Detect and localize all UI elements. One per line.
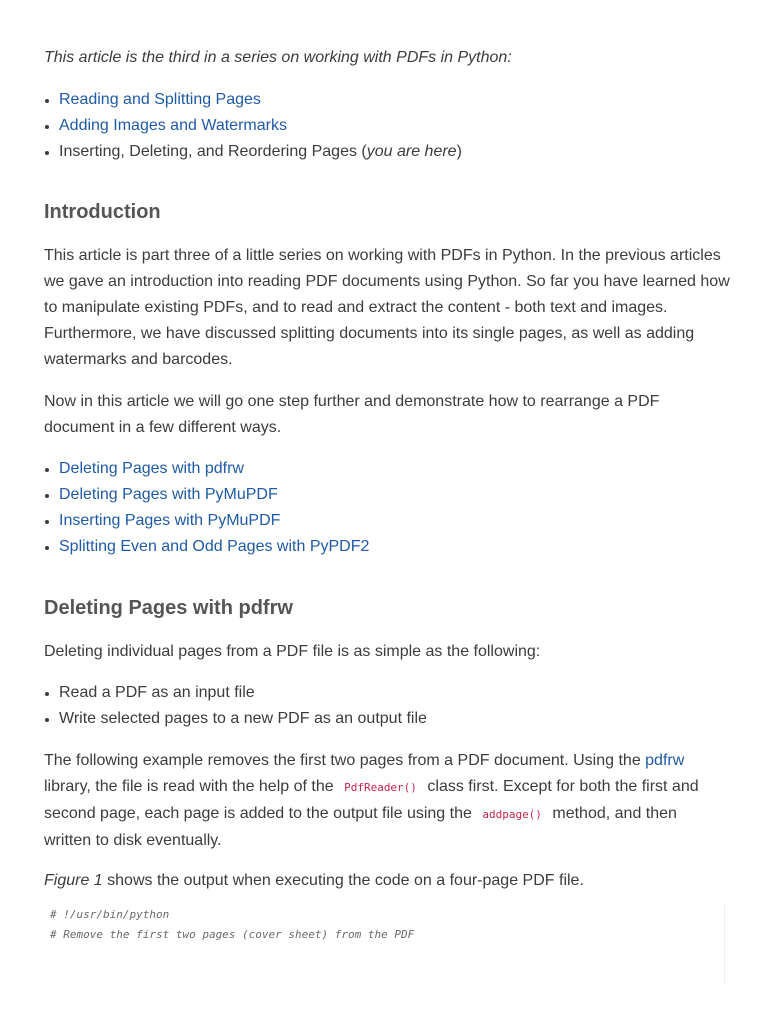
list-item	[44, 113, 462, 139]
text-segment: method, and then written to disk eventually.	[44, 805, 677, 849]
series-link-reading[interactable]: Reading and Splitting Pages	[59, 91, 261, 108]
introduction-heading: Introduction	[44, 201, 161, 223]
series-intro: This article is the third in a series on working with PDFs in Python:	[44, 49, 512, 66]
series-current-suffix: )	[456, 143, 462, 160]
pdfreader-inline-code: PdfReader()	[344, 781, 417, 794]
list-item	[44, 87, 462, 113]
series-list	[44, 87, 462, 165]
toc-link-deleting-pymupdf[interactable]: Deleting Pages with PyMuPDF	[59, 486, 278, 503]
deleting-pages-heading: Deleting Pages with pdfrw	[44, 597, 293, 619]
figure-reference-paragraph	[44, 868, 734, 894]
toc-link-splitting-pypdf2[interactable]: Splitting Even and Odd Pages with PyPDF2	[59, 538, 370, 555]
text-segment: The following example removes the first two pages from a PDF document. Using the	[44, 752, 646, 769]
list-item	[44, 139, 462, 165]
introduction-paragraph-1: This article is part three of a little series on working with PDFs in Python. In the previous articles we gave an introduction into reading PDF documents using Python. So far you have learned how to manipulate existing PDFs, and to read and extract the content - both text and images. Furthermore, we have discussed splitting documents into its single pages, as well as adding watermarks and barcodes.	[44, 247, 730, 368]
list-item: Write selected pages to a new PDF as an output file	[44, 706, 427, 732]
code-block[interactable]	[44, 905, 725, 985]
code-line: # !/usr/bin/python	[50, 908, 170, 921]
figure-reference: Figure 1	[44, 872, 103, 889]
code-line: # Remove the first two pages (cover sheet) from the PDF	[50, 928, 415, 941]
text-segment: library, the file is read with the help of the	[44, 778, 339, 795]
series-current-marker: you are here	[366, 143, 457, 160]
addpage-inline-code: addpage()	[482, 808, 542, 821]
text-segment: shows the output when executing the code on a four-page PDF file.	[102, 872, 584, 889]
deleting-example-paragraph	[44, 748, 724, 854]
list-item	[44, 456, 369, 482]
pdfrw-library-link[interactable]: pdfrw	[645, 752, 685, 769]
toc-link-deleting-pdfrw[interactable]: Deleting Pages with pdfrw	[59, 460, 244, 477]
text-segment: class first. Except for both the first and second page, each page is added to the output file using the	[44, 778, 699, 822]
deleting-intro-paragraph: Deleting individual pages from a PDF file is as simple as the following:	[44, 643, 541, 660]
list-item	[44, 482, 369, 508]
series-current-prefix: Inserting, Deleting, and Reordering Pages (	[59, 143, 367, 160]
series-link-images[interactable]: Adding Images and Watermarks	[59, 117, 287, 134]
introduction-paragraph-2: Now in this article we will go one step further and demonstrate how to rearrange a PDF document in a few different ways.	[44, 393, 660, 436]
steps-list	[44, 680, 427, 732]
list-item	[44, 534, 369, 560]
list-item	[44, 508, 369, 534]
list-item: Read a PDF as an input file	[44, 680, 427, 706]
toc-link-inserting-pymupdf[interactable]: Inserting Pages with PyMuPDF	[59, 512, 281, 529]
toc-list	[44, 456, 369, 560]
